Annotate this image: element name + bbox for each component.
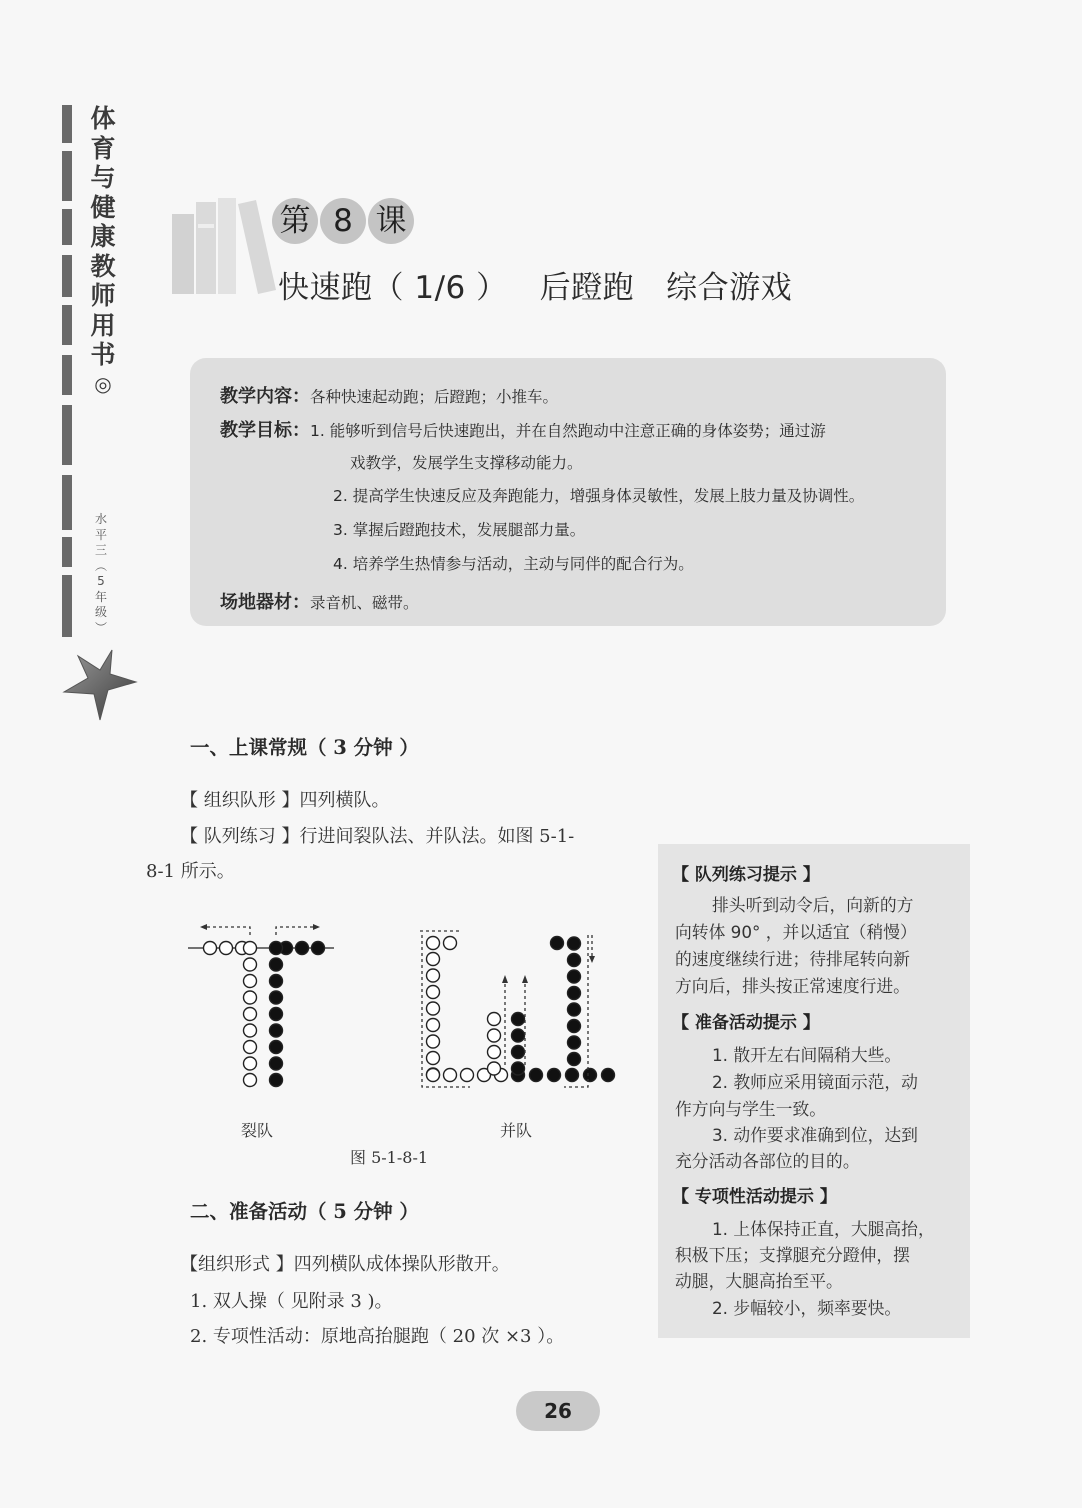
student-filled-marker xyxy=(270,1074,283,1087)
spine-char: 用 xyxy=(90,310,116,340)
lesson-info-box xyxy=(190,358,946,626)
student-filled-marker xyxy=(568,987,581,1000)
student-open-marker xyxy=(244,1008,257,1021)
tip-line: 排头听到动令后，向新的方 xyxy=(712,895,914,915)
equipment-text: 录音机、磁带。 xyxy=(310,594,419,612)
goals-label: 教学目标： xyxy=(220,420,310,441)
level-char: 年 xyxy=(94,589,107,604)
section2-title: 二、准备活动（ 5 分钟 ） xyxy=(190,1200,419,1223)
student-filled-marker xyxy=(568,954,581,967)
arrowhead-right xyxy=(313,924,320,930)
tip-line: 2. 教师应采用镜面示范，动 xyxy=(712,1072,918,1092)
split-formation xyxy=(188,924,334,1087)
student-open-marker xyxy=(244,1074,257,1087)
student-open-marker xyxy=(427,937,440,950)
student-filled-marker xyxy=(512,1029,525,1042)
student-filled-marker xyxy=(568,970,581,983)
formation-diagram xyxy=(180,915,620,1100)
spine-char: 书 xyxy=(90,340,116,369)
student-filled-marker xyxy=(568,1036,581,1049)
student-filled-marker xyxy=(270,975,283,988)
student-open-marker xyxy=(244,958,257,971)
tip-line: 积极下压；支撑腿充分蹬伸，摆 xyxy=(675,1245,910,1265)
section2-line: 2. 专项性活动：原地高抬腿跑（ 20 次 ×3 ）。 xyxy=(190,1326,565,1347)
student-filled-marker xyxy=(270,1024,283,1037)
student-filled-marker xyxy=(568,1053,581,1066)
student-open-marker xyxy=(244,1041,257,1054)
subtitle-part: 后蹬跑 xyxy=(539,270,635,306)
goal-line: 1. 能够听到信号后快速跑出，并在自然跑动中注意正确的身体姿势；通过游 xyxy=(310,422,826,440)
arrowhead-left xyxy=(200,924,207,930)
student-open-marker xyxy=(427,1019,440,1032)
student-open-marker xyxy=(444,1069,457,1082)
lesson-number: 8 xyxy=(320,198,366,244)
student-filled-marker xyxy=(602,1069,615,1082)
student-filled-marker xyxy=(312,942,325,955)
student-open-marker xyxy=(427,969,440,982)
student-filled-marker xyxy=(548,1069,561,1082)
spine-char: 师 xyxy=(90,281,116,310)
student-filled-marker xyxy=(270,958,283,971)
spine-char: ◎ xyxy=(94,371,112,396)
section1-line: 【 组织队形 】四列横队。 xyxy=(180,790,390,811)
tip-title: 【 准备活动提示 】 xyxy=(672,1013,820,1033)
student-filled-marker xyxy=(270,1041,283,1054)
spine-decoration xyxy=(62,105,72,645)
books-icon xyxy=(168,194,278,298)
arrowhead-up xyxy=(502,975,508,983)
section1-line: 【 队列练习 】行进间裂队法、并队法。如图 5-1- xyxy=(180,826,575,847)
student-open-marker xyxy=(427,1052,440,1065)
student-open-marker xyxy=(244,1024,257,1037)
student-filled-marker xyxy=(512,1046,525,1059)
student-open-marker xyxy=(461,1069,474,1082)
level-char: 平 xyxy=(94,527,107,542)
student-open-marker xyxy=(244,942,257,955)
equipment-row xyxy=(220,588,419,614)
student-open-marker xyxy=(427,986,440,999)
spine-char: 康 xyxy=(90,222,116,251)
spine-grade-level xyxy=(92,512,110,636)
lesson-suffix: 课 xyxy=(368,198,414,244)
subtitle-part: 综合游戏 xyxy=(666,270,793,306)
lesson-subtitle xyxy=(278,262,792,314)
tip-title: 【 专项性活动提示 】 xyxy=(672,1187,837,1207)
student-filled-marker xyxy=(584,1069,597,1082)
student-filled-marker xyxy=(270,1008,283,1021)
level-char: 水 xyxy=(94,512,107,526)
student-filled-marker xyxy=(512,1013,525,1026)
student-filled-marker xyxy=(270,991,283,1004)
caption-merge: 并队 xyxy=(500,1121,533,1140)
student-filled-marker xyxy=(568,937,581,950)
equipment-label: 场地器材： xyxy=(220,592,310,613)
level-char: 级 xyxy=(94,605,107,619)
student-filled-marker xyxy=(296,942,309,955)
student-open-marker xyxy=(488,1013,501,1026)
caption-split: 裂队 xyxy=(241,1121,274,1140)
student-open-marker xyxy=(244,991,257,1004)
student-filled-marker xyxy=(551,937,564,950)
page-number: 26 xyxy=(516,1391,600,1431)
student-open-marker xyxy=(427,1002,440,1015)
lesson-prefix: 第 xyxy=(272,198,318,244)
goal-line: 2. 提高学生快速反应及奔跑能力，增强身体灵敏性，发展上肢力量及协调性。 xyxy=(333,487,865,505)
section2-line: 1. 双人操（ 见附录 3 )。 xyxy=(190,1291,393,1312)
student-open-marker xyxy=(488,1062,501,1075)
spine-char: 育 xyxy=(90,133,116,163)
student-open-marker xyxy=(488,1046,501,1059)
student-open-marker xyxy=(427,953,440,966)
move-path-right xyxy=(276,927,316,935)
arrowhead-down xyxy=(589,956,595,963)
spine-char: 教 xyxy=(90,251,116,281)
student-open-marker xyxy=(204,942,217,955)
goal-line: 3. 掌握后蹬跑技术，发展腿部力量。 xyxy=(333,521,586,539)
section1-line: 8-1 所示。 xyxy=(146,861,235,882)
level-char: ︵ xyxy=(94,558,107,573)
content-text: 各种快速起动跑；后蹬跑；小推车。 xyxy=(310,388,559,406)
student-open-marker xyxy=(427,1069,440,1082)
student-open-marker xyxy=(427,1035,440,1048)
spine-char: 健 xyxy=(90,192,116,222)
goals-row xyxy=(220,416,826,442)
tip-line: 作方向与学生一致。 xyxy=(675,1099,827,1119)
tip-line: 方向后，排头按正常速度行进。 xyxy=(675,976,910,996)
tip-line: 向转体 90° ，并以适宜（稍慢） xyxy=(675,922,917,942)
section2-line: 【组织形式 】四列横队成体操队形散开。 xyxy=(180,1254,510,1275)
tip-line: 3. 动作要求准确到位，达到 xyxy=(712,1125,918,1145)
content-row xyxy=(220,382,558,408)
subtitle-part: 快速跑（ 1/6 ） xyxy=(278,270,508,306)
section1-title: 一、上课常规（ 3 分钟 ） xyxy=(190,736,419,759)
tip-line: 1. 散开左右间隔稍大些。 xyxy=(712,1045,902,1065)
student-filled-marker xyxy=(512,1062,525,1075)
student-filled-marker xyxy=(568,1020,581,1033)
tip-line: 动腿，大腿高抬至平。 xyxy=(675,1271,843,1291)
spine-char: 体 xyxy=(90,104,116,133)
arrowhead-up xyxy=(522,975,528,983)
student-open-marker xyxy=(220,942,233,955)
tip-line: 的速度继续行进；待排尾转向新 xyxy=(675,949,910,969)
goal-line: 4. 培养学生热情参与活动，主动与同伴的配合行为。 xyxy=(333,555,694,573)
student-open-marker xyxy=(244,975,257,988)
tip-line: 1. 上体保持正直，大腿高抬， xyxy=(712,1219,935,1239)
level-char: 三 xyxy=(94,543,107,557)
student-filled-marker xyxy=(568,1003,581,1016)
student-open-marker xyxy=(244,1057,257,1070)
figure-caption: 图 5-1-8-1 xyxy=(350,1148,429,1167)
student-open-marker xyxy=(444,937,457,950)
student-open-marker xyxy=(488,1029,501,1042)
tip-title: 【 队列练习提示 】 xyxy=(672,865,820,885)
spine-char: 与 xyxy=(90,163,116,192)
level-char: 5 xyxy=(97,574,105,588)
tips-box xyxy=(658,844,970,1338)
tip-line: 充分活动各部位的目的。 xyxy=(675,1151,860,1171)
student-filled-marker xyxy=(530,1069,543,1082)
goal-line: 戏教学，发展学生支撑移动能力。 xyxy=(350,454,583,472)
level-char: ︶ xyxy=(94,620,107,635)
tip-line: 2. 步幅较小，频率要快。 xyxy=(712,1298,902,1318)
student-filled-marker xyxy=(270,1057,283,1070)
move-path-left xyxy=(204,927,250,935)
spine-book-title xyxy=(88,104,118,399)
content-label: 教学内容： xyxy=(220,386,310,407)
student-filled-marker xyxy=(270,942,283,955)
student-filled-marker xyxy=(566,1069,579,1082)
merge-formation xyxy=(420,931,615,1087)
star-icon xyxy=(60,648,138,722)
